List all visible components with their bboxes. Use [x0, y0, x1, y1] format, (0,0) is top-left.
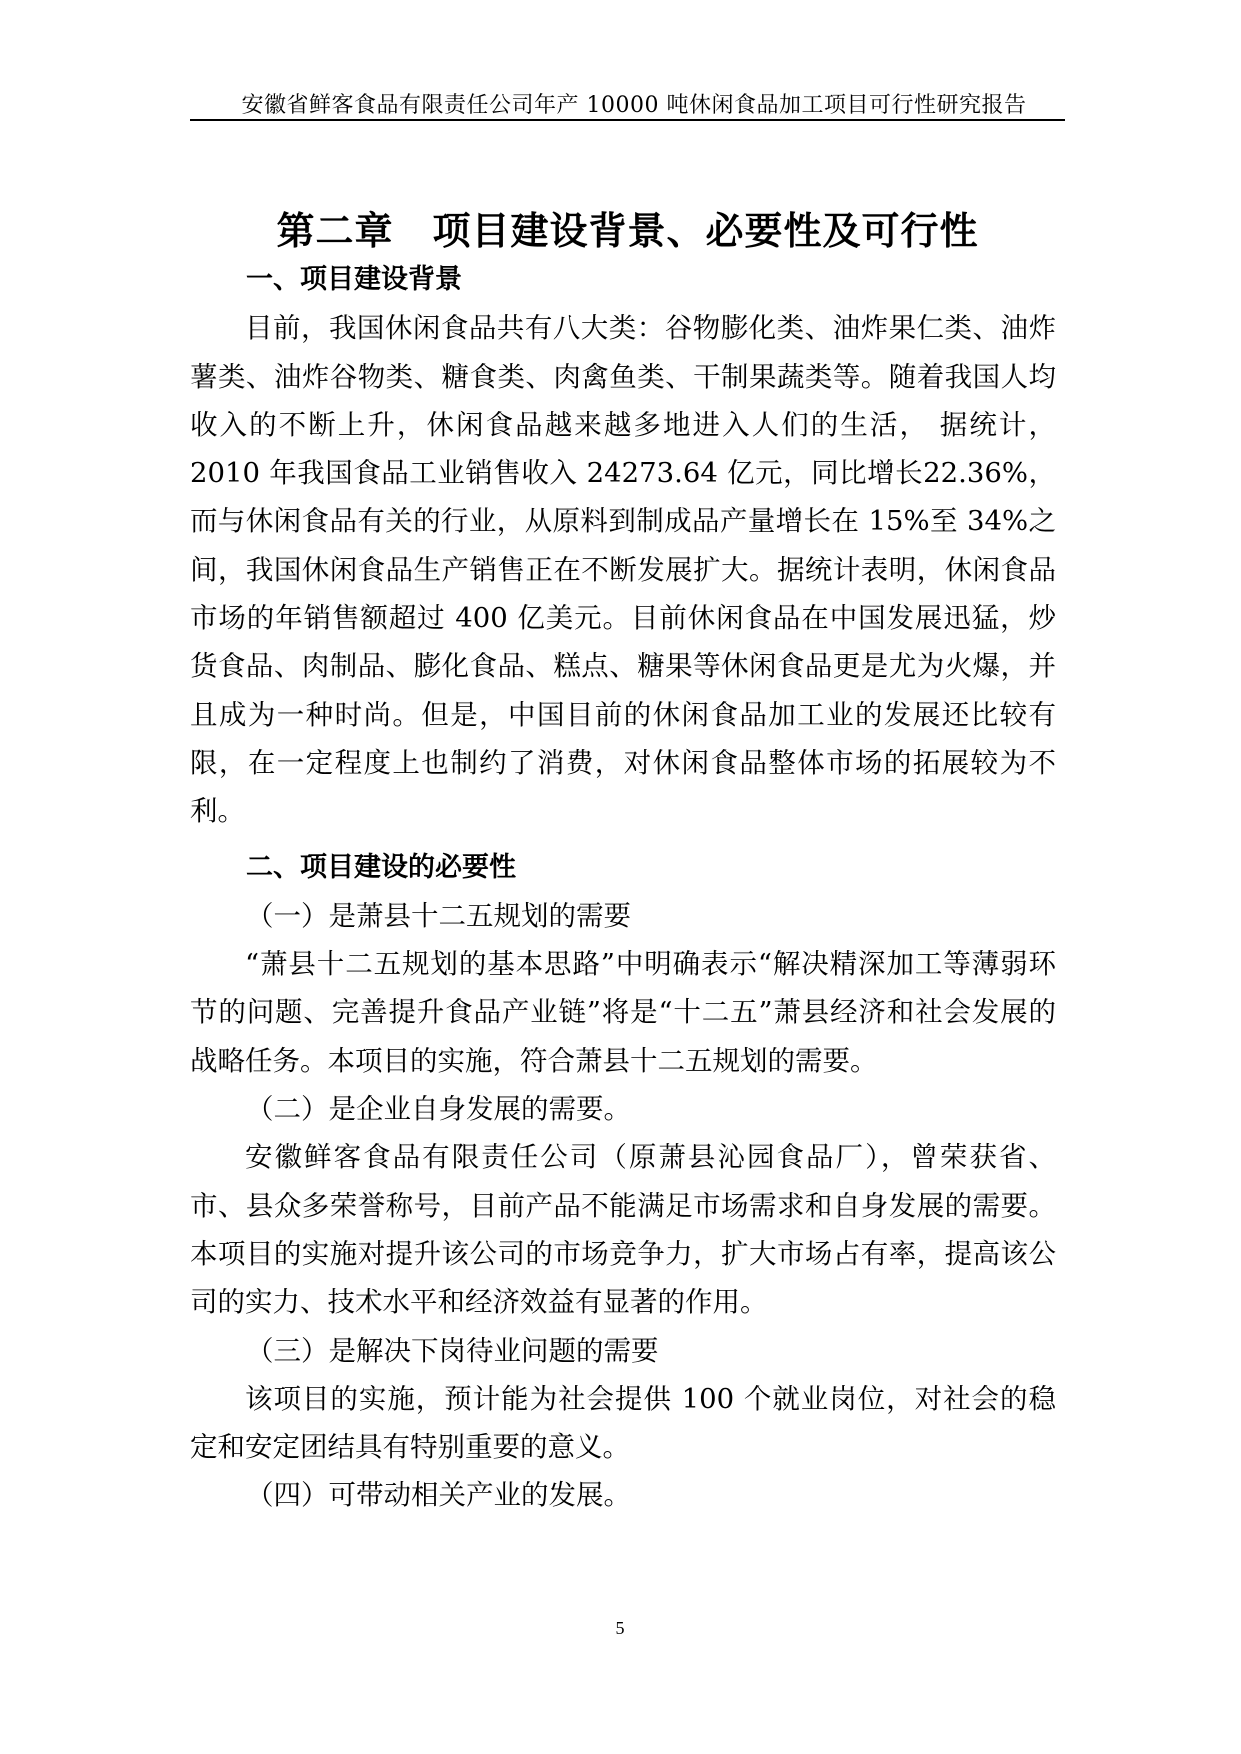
page-number: 5 — [615, 1618, 625, 1638]
running-header: 安徽省鲜客食品有限责任公司年产 10000 吨休闲食品加工项目可行性研究报告 — [241, 93, 1027, 118]
subheading-plan: （一）是萧县十二五规划的需要 — [246, 899, 631, 932]
header-divider — [190, 119, 1065, 121]
employment-paragraph: 该项目的实施，预计能为社会提供 100 个就业岗位，对社会的稳定和安定团结具有特别重要的意义。 — [190, 1382, 1056, 1464]
subheading-employment: （三）是解决下岗待业问题的需要 — [246, 1334, 659, 1367]
chapter-title: 第二章 项目建设背景、必要性及可行性 — [276, 209, 979, 253]
section-heading-necessity: 二、项目建设的必要性 — [246, 851, 516, 883]
subheading-related-industries: （四）可带动相关产业的发展。 — [246, 1479, 631, 1512]
enterprise-paragraph: 安徽鲜客食品有限责任公司（原萧县沁园食品厂），曾荣获省、市、县众多荣誉称号，目前产品不能满足市场需求和自身发展的需要。本项目的实施对提升该公司的市场竞争力，扩大市场占有率，提高该公司的实力、技术水平和经济效益有显著的作用。 — [190, 1141, 1056, 1319]
section-heading-background: 一、项目建设背景 — [246, 264, 462, 295]
plan-paragraph: “萧县十二五规划的基本思路”中明确表示“解决精深加工等薄弱环节的问题、完善提升食品产业链”将是“十二五”萧县经济和社会发展的战略任务。本项目的实施，符合萧县十二五规划的需要。 — [190, 948, 1056, 1077]
subheading-enterprise: （二）是企业自身发展的需要。 — [246, 1093, 631, 1126]
background-paragraph: 目前，我国休闲食品共有八大类：谷物膨化类、油炸果仁类、油炸薯类、油炸谷物类、糖食类、肉禽鱼类、干制果蔬类等。随着我国人均收入的不断上升，休闲食品越来越多地进入人们的生活， 据统计，2010 年我国食品工业销售收入 24273.64 亿元，同比增长22.36%，而与休闲食品有关的行业，从原料到制成品产量增长在 15%至 34%之间，我国休闲食品生产销售正在不断发展扩大。据统计表明，休闲食品市场的年销售额超过 400 亿美元。目前休闲食品在中国发展迅猛，炒货食品、肉制品、膨化食品、糕点、糖果等休闲食品更是尤为火爆，并且成为一种时尚。但是，中国目前的休闲食品加工业的发展还比较有限，在一定程度上也制约了消费，对休闲食品整体市场的拓展较为不利。 — [190, 312, 1056, 828]
document-body — [190, 256, 1056, 1520]
